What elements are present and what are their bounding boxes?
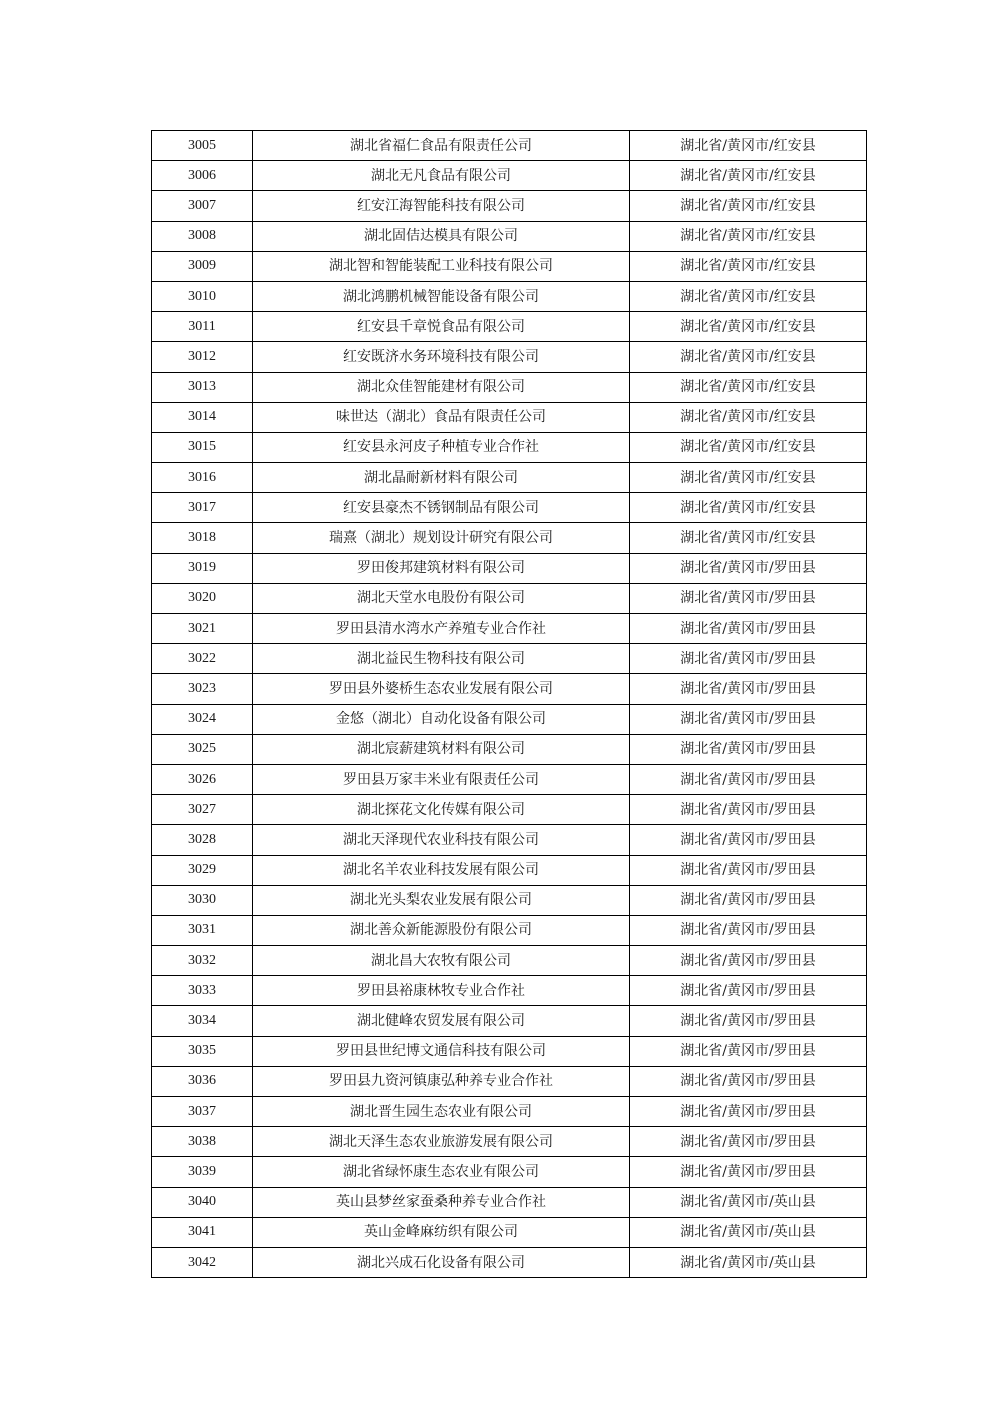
region-cell: 湖北省/黄冈市/罗田县 xyxy=(630,1097,867,1127)
region-cell: 湖北省/黄冈市/罗田县 xyxy=(630,764,867,794)
table-row xyxy=(152,976,867,1006)
region-cell: 湖北省/黄冈市/罗田县 xyxy=(630,795,867,825)
table-row xyxy=(152,372,867,402)
region-cell: 湖北省/黄冈市/红安县 xyxy=(630,523,867,553)
region-cell: 湖北省/黄冈市/罗田县 xyxy=(630,1006,867,1036)
company-name-cell: 湖北省福仁食品有限责任公司 xyxy=(253,131,630,161)
company-name-cell: 湖北天泽现代农业科技有限公司 xyxy=(253,825,630,855)
table-row xyxy=(152,312,867,342)
table-row xyxy=(152,402,867,432)
table-row xyxy=(152,493,867,523)
row-number-cell: 3036 xyxy=(152,1066,253,1096)
company-name-cell: 湖北众佳智能建材有限公司 xyxy=(253,372,630,402)
company-name-cell: 英山县梦丝家蚕桑种养专业合作社 xyxy=(253,1187,630,1217)
row-number-cell: 3029 xyxy=(152,855,253,885)
region-cell: 湖北省/黄冈市/罗田县 xyxy=(630,915,867,945)
company-name-cell: 瑞熹（湖北）规划设计研究有限公司 xyxy=(253,523,630,553)
region-cell: 湖北省/黄冈市/英山县 xyxy=(630,1217,867,1247)
region-cell: 湖北省/黄冈市/罗田县 xyxy=(630,644,867,674)
row-number-cell: 3020 xyxy=(152,583,253,613)
company-name-cell: 湖北智和智能装配工业科技有限公司 xyxy=(253,251,630,281)
row-number-cell: 3021 xyxy=(152,614,253,644)
row-number-cell: 3014 xyxy=(152,402,253,432)
region-cell: 湖北省/黄冈市/罗田县 xyxy=(630,614,867,644)
table-row xyxy=(152,825,867,855)
table-row xyxy=(152,251,867,281)
company-name-cell: 罗田县世纪博文通信科技有限公司 xyxy=(253,1036,630,1066)
row-number-cell: 3010 xyxy=(152,281,253,311)
table-row xyxy=(152,795,867,825)
region-cell: 湖北省/黄冈市/罗田县 xyxy=(630,734,867,764)
region-cell: 湖北省/黄冈市/罗田县 xyxy=(630,553,867,583)
row-number-cell: 3039 xyxy=(152,1157,253,1187)
company-name-cell: 英山金峰麻纺织有限公司 xyxy=(253,1217,630,1247)
company-name-cell: 湖北固佶达模具有限公司 xyxy=(253,221,630,251)
row-number-cell: 3013 xyxy=(152,372,253,402)
region-cell: 湖北省/黄冈市/红安县 xyxy=(630,493,867,523)
table-row xyxy=(152,644,867,674)
row-number-cell: 3016 xyxy=(152,463,253,493)
row-number-cell: 3025 xyxy=(152,734,253,764)
row-number-cell: 3040 xyxy=(152,1187,253,1217)
row-number-cell: 3037 xyxy=(152,1097,253,1127)
table-row xyxy=(152,704,867,734)
region-cell: 湖北省/黄冈市/红安县 xyxy=(630,342,867,372)
row-number-cell: 3034 xyxy=(152,1006,253,1036)
row-number-cell: 3030 xyxy=(152,885,253,915)
row-number-cell: 3023 xyxy=(152,674,253,704)
row-number-cell: 3024 xyxy=(152,704,253,734)
region-cell: 湖北省/黄冈市/红安县 xyxy=(630,402,867,432)
table-body xyxy=(152,131,867,1278)
region-cell: 湖北省/黄冈市/红安县 xyxy=(630,463,867,493)
company-name-cell: 湖北鸿鹏机械智能设备有限公司 xyxy=(253,281,630,311)
company-name-cell: 罗田县外婆桥生态农业发展有限公司 xyxy=(253,674,630,704)
region-cell: 湖北省/黄冈市/罗田县 xyxy=(630,825,867,855)
table-row xyxy=(152,583,867,613)
region-cell: 湖北省/黄冈市/英山县 xyxy=(630,1247,867,1277)
company-name-cell: 湖北名羊农业科技发展有限公司 xyxy=(253,855,630,885)
region-cell: 湖北省/黄冈市/罗田县 xyxy=(630,1036,867,1066)
table-row xyxy=(152,734,867,764)
table-row xyxy=(152,432,867,462)
region-cell: 湖北省/黄冈市/罗田县 xyxy=(630,1066,867,1096)
company-name-cell: 湖北省绿怀康生态农业有限公司 xyxy=(253,1157,630,1187)
table-row xyxy=(152,1006,867,1036)
table-row xyxy=(152,614,867,644)
table-row xyxy=(152,1097,867,1127)
table-row xyxy=(152,1036,867,1066)
company-name-cell: 红安县豪杰不锈钢制品有限公司 xyxy=(253,493,630,523)
company-name-cell: 罗田县裕康林牧专业合作社 xyxy=(253,976,630,1006)
row-number-cell: 3011 xyxy=(152,312,253,342)
table-row xyxy=(152,523,867,553)
table-row xyxy=(152,553,867,583)
region-cell: 湖北省/黄冈市/红安县 xyxy=(630,312,867,342)
row-number-cell: 3038 xyxy=(152,1127,253,1157)
row-number-cell: 3022 xyxy=(152,644,253,674)
row-number-cell: 3012 xyxy=(152,342,253,372)
row-number-cell: 3006 xyxy=(152,161,253,191)
region-cell: 湖北省/黄冈市/罗田县 xyxy=(630,1127,867,1157)
row-number-cell: 3015 xyxy=(152,432,253,462)
region-cell: 湖北省/黄冈市/红安县 xyxy=(630,251,867,281)
table-row xyxy=(152,131,867,161)
table-row xyxy=(152,342,867,372)
row-number-cell: 3018 xyxy=(152,523,253,553)
row-number-cell: 3035 xyxy=(152,1036,253,1066)
table-row xyxy=(152,463,867,493)
company-name-cell: 金悠（湖北）自动化设备有限公司 xyxy=(253,704,630,734)
row-number-cell: 3026 xyxy=(152,764,253,794)
region-cell: 湖北省/黄冈市/红安县 xyxy=(630,161,867,191)
table-row xyxy=(152,191,867,221)
company-name-cell: 味世达（湖北）食品有限责任公司 xyxy=(253,402,630,432)
company-name-cell: 罗田县九资河镇康弘种养专业合作社 xyxy=(253,1066,630,1096)
table-row xyxy=(152,1247,867,1277)
company-name-cell: 湖北天泽生态农业旅游发展有限公司 xyxy=(253,1127,630,1157)
row-number-cell: 3032 xyxy=(152,946,253,976)
region-cell: 湖北省/黄冈市/红安县 xyxy=(630,191,867,221)
region-cell: 湖北省/黄冈市/罗田县 xyxy=(630,583,867,613)
company-name-cell: 湖北探花文化传媒有限公司 xyxy=(253,795,630,825)
row-number-cell: 3031 xyxy=(152,915,253,945)
row-number-cell: 3033 xyxy=(152,976,253,1006)
row-number-cell: 3009 xyxy=(152,251,253,281)
company-name-cell: 湖北昌大农牧有限公司 xyxy=(253,946,630,976)
company-name-cell: 红安江海智能科技有限公司 xyxy=(253,191,630,221)
company-name-cell: 湖北宸薪建筑材料有限公司 xyxy=(253,734,630,764)
table-row xyxy=(152,946,867,976)
region-cell: 湖北省/黄冈市/罗田县 xyxy=(630,946,867,976)
region-cell: 湖北省/黄冈市/红安县 xyxy=(630,221,867,251)
company-name-cell: 湖北益民生物科技有限公司 xyxy=(253,644,630,674)
company-name-cell: 湖北光头梨农业发展有限公司 xyxy=(253,885,630,915)
region-cell: 湖北省/黄冈市/罗田县 xyxy=(630,976,867,1006)
table-row xyxy=(152,161,867,191)
company-name-cell: 红安既济水务环境科技有限公司 xyxy=(253,342,630,372)
table-row xyxy=(152,221,867,251)
row-number-cell: 3028 xyxy=(152,825,253,855)
company-name-cell: 罗田县清水湾水产养殖专业合作社 xyxy=(253,614,630,644)
region-cell: 湖北省/黄冈市/红安县 xyxy=(630,131,867,161)
table-row xyxy=(152,1066,867,1096)
row-number-cell: 3041 xyxy=(152,1217,253,1247)
region-cell: 湖北省/黄冈市/红安县 xyxy=(630,372,867,402)
table-row xyxy=(152,1127,867,1157)
table-row xyxy=(152,764,867,794)
region-cell: 湖北省/黄冈市/罗田县 xyxy=(630,885,867,915)
table-row xyxy=(152,885,867,915)
region-cell: 湖北省/黄冈市/罗田县 xyxy=(630,674,867,704)
region-cell: 湖北省/黄冈市/罗田县 xyxy=(630,704,867,734)
row-number-cell: 3027 xyxy=(152,795,253,825)
company-name-cell: 湖北天堂水电股份有限公司 xyxy=(253,583,630,613)
row-number-cell: 3005 xyxy=(152,131,253,161)
region-cell: 湖北省/黄冈市/红安县 xyxy=(630,281,867,311)
region-cell: 湖北省/黄冈市/罗田县 xyxy=(630,855,867,885)
table-row xyxy=(152,915,867,945)
company-name-cell: 湖北善众新能源股份有限公司 xyxy=(253,915,630,945)
region-cell: 湖北省/黄冈市/英山县 xyxy=(630,1187,867,1217)
region-cell: 湖北省/黄冈市/罗田县 xyxy=(630,1157,867,1187)
row-number-cell: 3008 xyxy=(152,221,253,251)
row-number-cell: 3042 xyxy=(152,1247,253,1277)
row-number-cell: 3017 xyxy=(152,493,253,523)
table-row xyxy=(152,674,867,704)
company-name-cell: 红安县千章悦食品有限公司 xyxy=(253,312,630,342)
row-number-cell: 3019 xyxy=(152,553,253,583)
company-name-cell: 湖北兴成石化设备有限公司 xyxy=(253,1247,630,1277)
company-name-cell: 红安县永河皮子种植专业合作社 xyxy=(253,432,630,462)
company-name-cell: 湖北晶耐新材料有限公司 xyxy=(253,463,630,493)
table-row xyxy=(152,281,867,311)
table-row xyxy=(152,1187,867,1217)
company-name-cell: 罗田县万家丰米业有限责任公司 xyxy=(253,764,630,794)
table-row xyxy=(152,855,867,885)
region-cell: 湖北省/黄冈市/红安县 xyxy=(630,432,867,462)
company-name-cell: 罗田俊邦建筑材料有限公司 xyxy=(253,553,630,583)
table-row xyxy=(152,1217,867,1247)
company-name-cell: 湖北健峰农贸发展有限公司 xyxy=(253,1006,630,1036)
enterprise-table xyxy=(151,130,867,1278)
company-name-cell: 湖北晋生园生态农业有限公司 xyxy=(253,1097,630,1127)
table-row xyxy=(152,1157,867,1187)
company-name-cell: 湖北无凡食品有限公司 xyxy=(253,161,630,191)
row-number-cell: 3007 xyxy=(152,191,253,221)
